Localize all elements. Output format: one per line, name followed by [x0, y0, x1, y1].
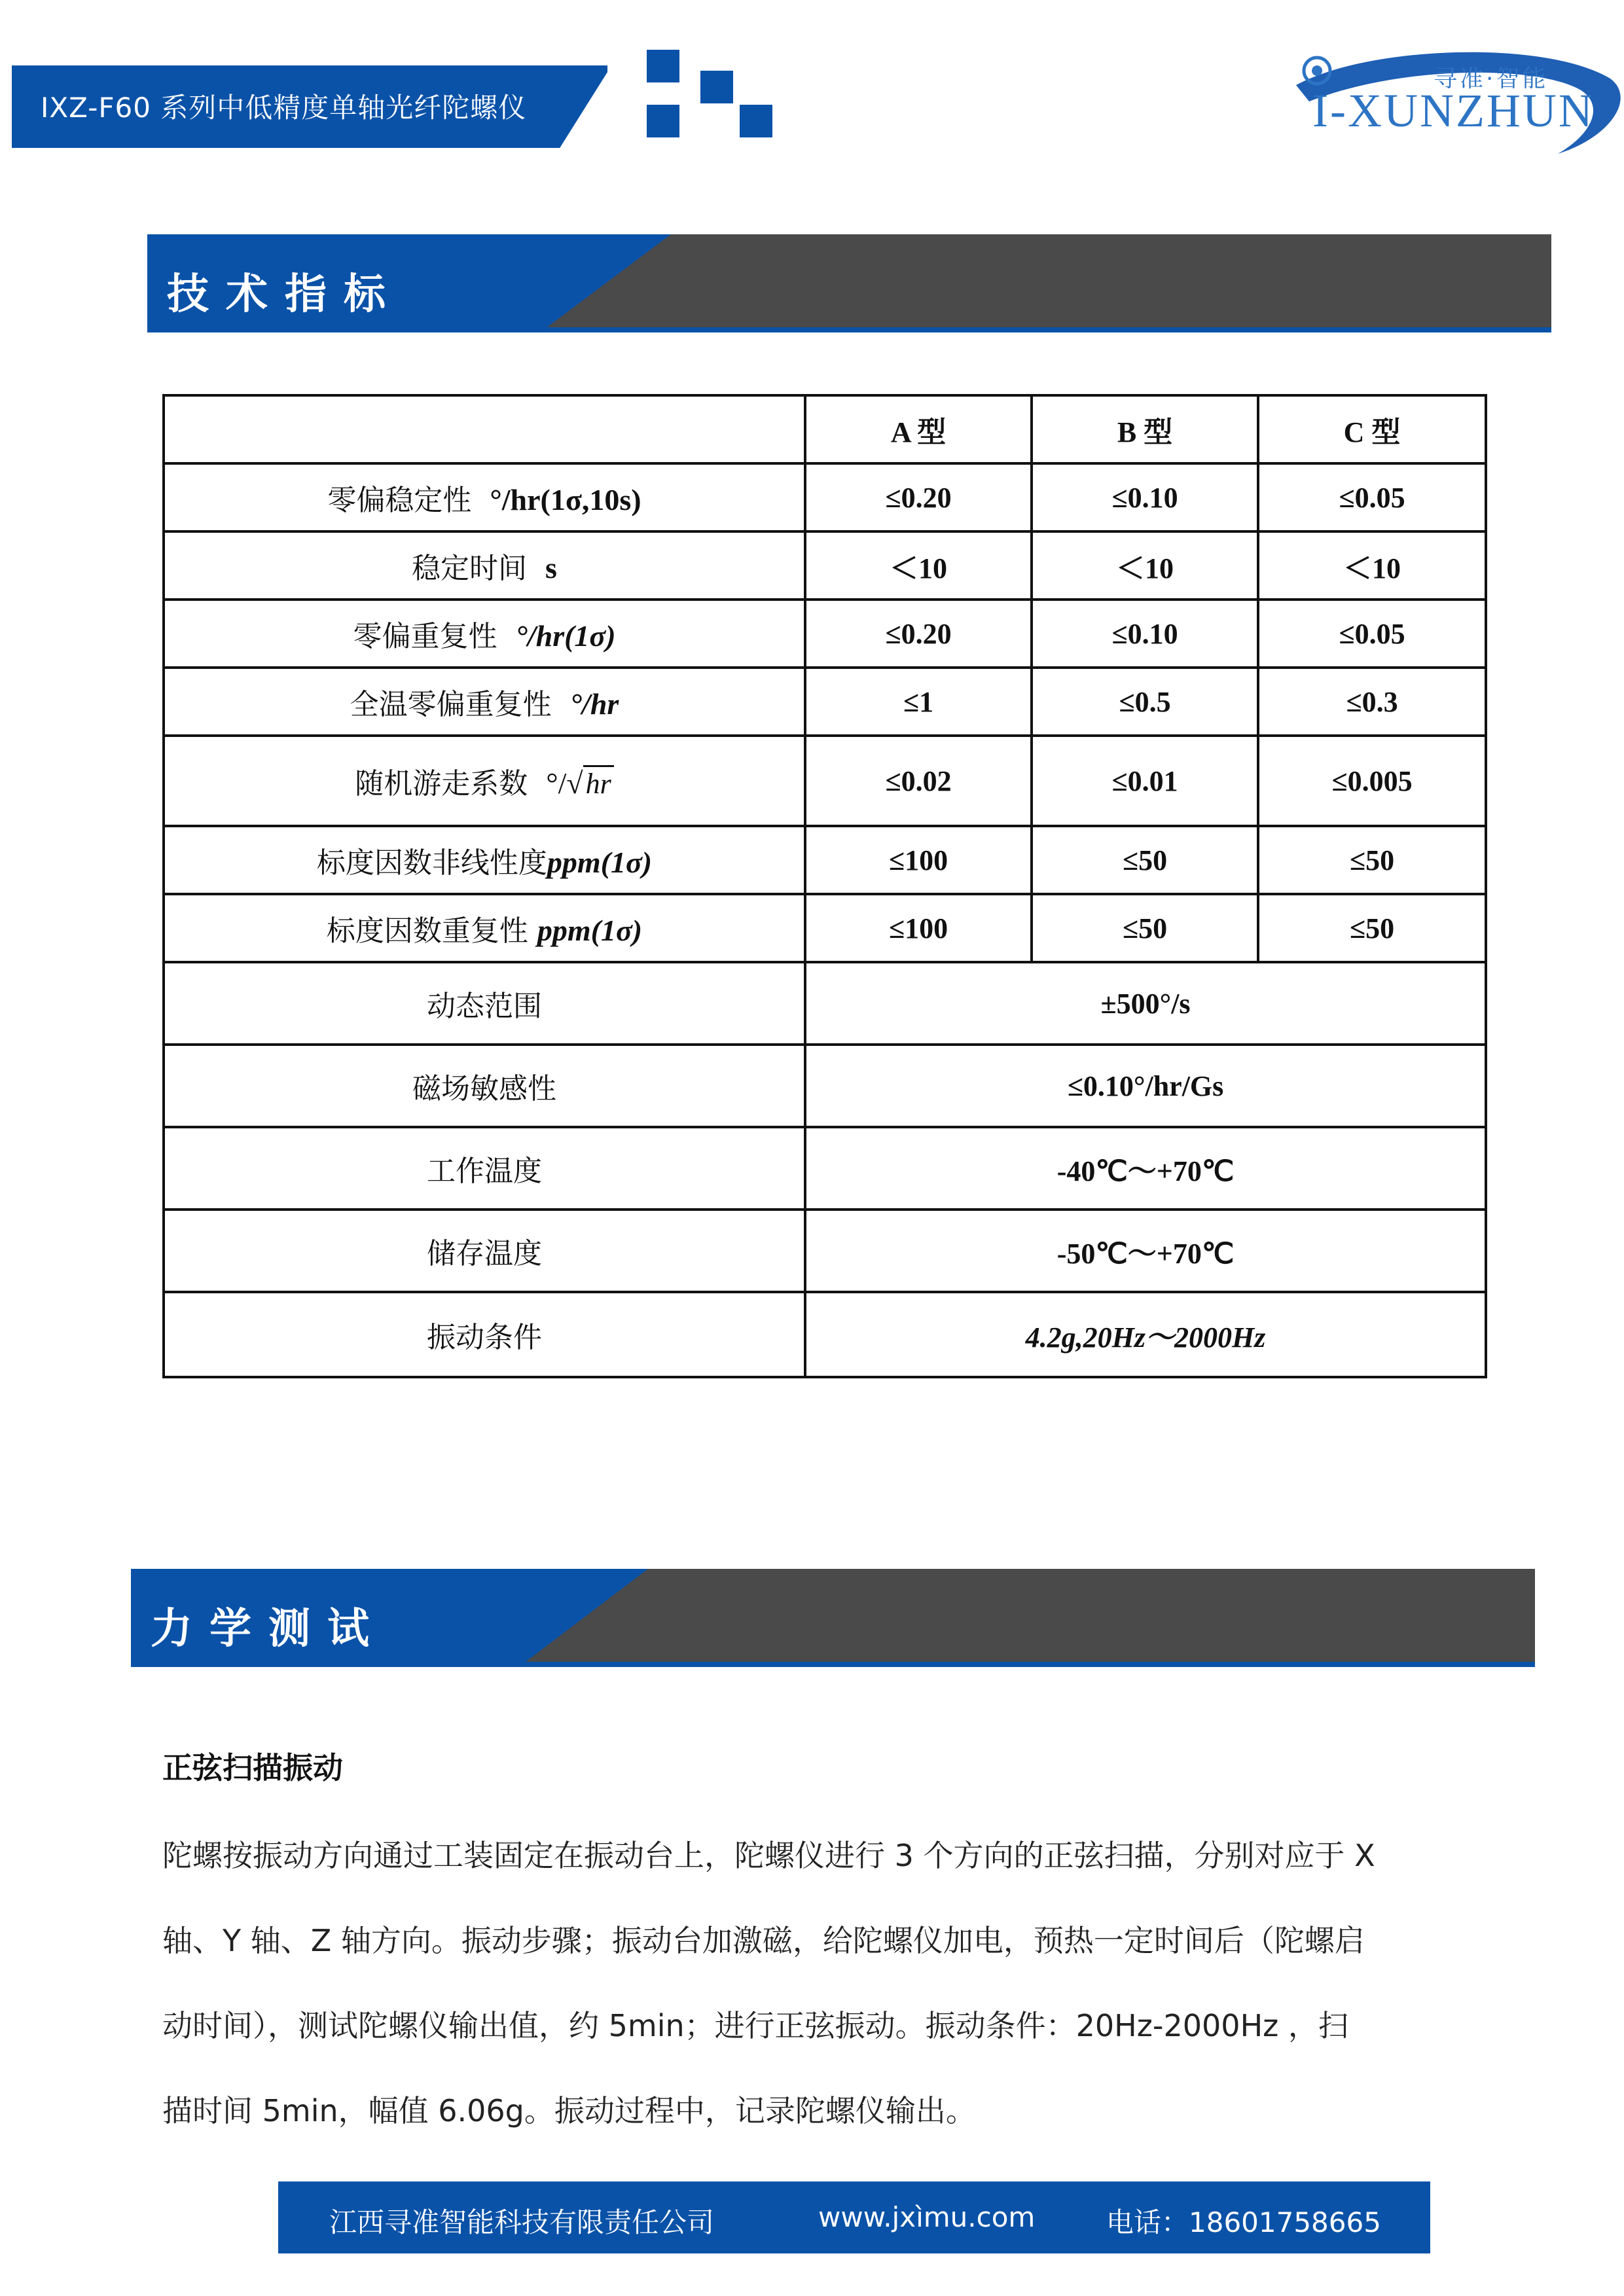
test-description: [162, 1813, 1471, 2153]
param-unit: °/hr: [569, 687, 619, 721]
decor-square: [740, 105, 772, 137]
footer-bar: [278, 2181, 1430, 2253]
paragraph-line: 轴、Y 轴、Z 轴方向。振动步骤；振动台加激磁，给陀螺仪加电，预热一定时间后（陀螺启: [162, 1923, 1365, 1958]
merged-value: 4.2g,20Hz～2000Hz: [805, 1292, 1486, 1377]
value-b: ≤0.10: [1032, 600, 1258, 668]
param-name: 随机游走系数: [355, 767, 528, 800]
paragraph-line: 描时间 5min，幅值 6.06g。振动过程中，记录陀螺仪输出。: [162, 2093, 976, 2128]
param-unit: °/hr(1σ): [515, 619, 616, 653]
table-row-merged: [164, 1210, 1486, 1292]
header-cell-a: A 型: [805, 395, 1032, 463]
section-title: 技术指标: [167, 270, 403, 319]
param-cell: [164, 531, 805, 600]
value-b: ＜10: [1032, 531, 1258, 600]
value-b: ≤50: [1032, 826, 1258, 894]
footer-website[interactable]: www.jxìmu.com: [818, 2201, 1036, 2233]
merged-value: ±500°/s: [805, 962, 1486, 1045]
value-a: ≤1: [805, 668, 1032, 736]
merged-value: -50℃～+70℃: [805, 1210, 1486, 1292]
header-cell-c: C 型: [1258, 395, 1486, 463]
decor-square: [647, 105, 679, 137]
value-c: ≤0.3: [1258, 668, 1486, 736]
merged-value: ≤0.10°/hr/Gs: [805, 1045, 1486, 1127]
param-cell: [164, 736, 805, 826]
param-unit: °/: [546, 766, 567, 800]
param-unit: °/hr(1σ,10s): [490, 483, 641, 516]
test-subtitle: 正弦扫描振动: [162, 1750, 343, 1785]
param-name: 振动条件: [164, 1292, 805, 1377]
param-name: 动态范围: [164, 962, 805, 1045]
param-name: 标度因数非线性度: [316, 846, 547, 880]
table-row: [164, 600, 1486, 668]
section-header-specs: [147, 234, 1551, 332]
param-cell: [164, 668, 805, 736]
param-name: 零偏稳定性: [327, 484, 472, 517]
paragraph-line: 动时间），测试陀螺仪输出值，约 5min；进行正弦振动。振动条件：20Hz-2000Hz ，扫: [162, 2008, 1348, 2043]
table-row-merged: [164, 1045, 1486, 1127]
value-c: ＜10: [1258, 531, 1486, 600]
param-unit: ppm(1σ): [537, 914, 643, 947]
decor-square: [700, 71, 733, 103]
table-header-row: [164, 395, 1486, 463]
value-c: ≤0.005: [1258, 736, 1486, 826]
section-dark-bar: [533, 234, 1551, 332]
table-row: [164, 894, 1486, 962]
table-row: [164, 668, 1486, 736]
value-a: ≤0.20: [805, 600, 1032, 668]
footer-phone: 电话：18601758665: [1106, 2206, 1381, 2238]
table-row: [164, 531, 1486, 600]
footer-company: 江西寻准智能科技有限责任公司: [329, 2206, 715, 2238]
decor-square: [647, 50, 679, 82]
param-cell: [164, 894, 805, 962]
value-a: ≤100: [805, 826, 1032, 894]
logo-english-text: I-XUNZHUN: [1312, 84, 1595, 137]
table-row-merged: [164, 962, 1486, 1045]
value-a: ≤0.20: [805, 463, 1032, 531]
header-cell-empty: [164, 395, 805, 463]
param-name: 储存温度: [164, 1210, 805, 1292]
param-name: 工作温度: [164, 1127, 805, 1210]
value-a: ≤0.02: [805, 736, 1032, 826]
param-unit-radicand: hr: [583, 765, 614, 800]
param-name: 零偏重复性: [353, 620, 497, 653]
section-header-mechanical: [131, 1569, 1535, 1667]
param-cell: [164, 826, 805, 894]
value-c: ≤0.05: [1258, 463, 1486, 531]
table-row: [164, 826, 1486, 894]
table-row-merged: [164, 1127, 1486, 1210]
param-name: 磁场敏感性: [164, 1045, 805, 1127]
section-underline: [131, 1662, 1535, 1667]
spec-table: [162, 394, 1487, 1378]
section-underline: [147, 327, 1551, 332]
value-c: ≤50: [1258, 894, 1486, 962]
table-row-merged: [164, 1292, 1486, 1377]
value-b: ≤0.01: [1032, 736, 1258, 826]
param-unit: s: [545, 551, 557, 584]
value-b: ≤0.5: [1032, 668, 1258, 736]
param-name: 稳定时间: [412, 552, 528, 585]
header-cell-b: B 型: [1032, 395, 1258, 463]
table-row: [164, 736, 1486, 826]
value-c: ≤50: [1258, 826, 1486, 894]
paragraph-line: 陀螺按振动方向通过工装固定在振动台上，陀螺仪进行 3 个方向的正弦扫描，分别对应于 X: [162, 1838, 1375, 1873]
document-title: IXZ-F60 系列中低精度单轴光纤陀螺仪: [41, 92, 527, 124]
logo-chinese-text: 寻准·智能: [1434, 65, 1549, 92]
value-b: ≤0.10: [1032, 463, 1258, 531]
section-title: 力学测试: [151, 1605, 386, 1653]
value-b: ≤50: [1032, 894, 1258, 962]
table-row: [164, 463, 1486, 531]
param-name: 全温零偏重复性: [350, 688, 552, 721]
param-cell: [164, 600, 805, 668]
value-a: ＜10: [805, 531, 1032, 600]
value-c: ≤0.05: [1258, 600, 1486, 668]
merged-value: -40℃～+70℃: [805, 1127, 1486, 1210]
value-a: ≤100: [805, 894, 1032, 962]
param-name: 标度因数重复性: [326, 914, 528, 948]
param-unit: ppm(1σ): [547, 846, 653, 879]
sqrt-sign: √: [566, 766, 583, 800]
section-dark-bar: [517, 1569, 1535, 1667]
param-cell: [164, 463, 805, 531]
